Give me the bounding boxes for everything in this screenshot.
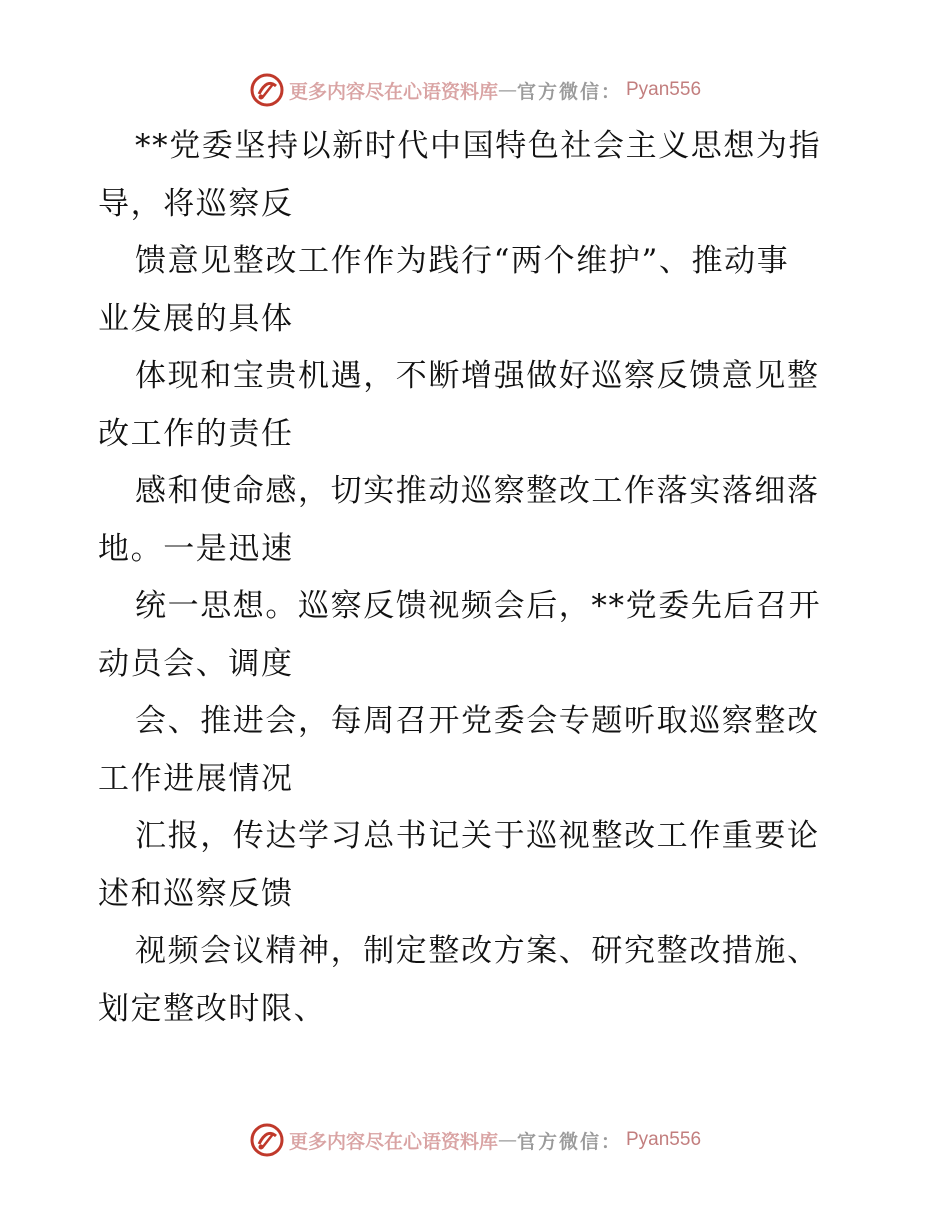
paragraph bbox=[98, 348, 858, 463]
text-line: 汇报，传达学习总书记关于巡视整改工作重要论 bbox=[135, 818, 820, 854]
text-line: 工作进展情况 bbox=[98, 760, 294, 797]
paragraph bbox=[98, 578, 858, 693]
watermark-text: 更多内容尽在心语资料库 bbox=[288, 1130, 498, 1153]
text-line: 导，将巡察反 bbox=[98, 185, 294, 222]
text-line: 改工作的责任 bbox=[98, 415, 294, 452]
text-line: 划定整改时限、 bbox=[98, 990, 327, 1027]
watermark-dash: — bbox=[497, 1129, 517, 1151]
watermark-text: 更多内容尽在心语资料库 bbox=[288, 80, 498, 103]
text-line: 会、推进会，每周召开党委会专题听取巡察整改 bbox=[135, 703, 820, 739]
paragraph bbox=[98, 233, 858, 348]
paragraph bbox=[98, 808, 858, 923]
watermark-wechat-label: 官方微信： bbox=[516, 80, 622, 103]
text-line: 视频会议精神，制定整改方案、研究整改措施、 bbox=[135, 933, 820, 969]
logo-icon bbox=[249, 1122, 285, 1158]
watermark-wechat-id: Pyan556 bbox=[626, 1129, 702, 1150]
paragraph bbox=[98, 118, 858, 233]
document-body bbox=[98, 118, 858, 1038]
watermark-dash: — bbox=[497, 79, 517, 101]
text-line: 动员会、调度 bbox=[98, 645, 294, 682]
watermark-wechat-id: Pyan556 bbox=[626, 79, 702, 100]
text-line: 感和使命感，切实推动巡察整改工作落实落细落 bbox=[135, 473, 820, 509]
text-line: **党委坚持以新时代中国特色社会主义思想为指 bbox=[135, 128, 822, 164]
paragraph bbox=[98, 923, 858, 1038]
paragraph bbox=[98, 463, 858, 578]
footer-watermark bbox=[0, 1118, 950, 1162]
text-line: 统一思想。巡察反馈视频会后，**党委先后召开 bbox=[135, 588, 822, 624]
header-watermark bbox=[0, 68, 950, 112]
text-line: 体现和宝贵机遇，不断增强做好巡察反馈意见整 bbox=[135, 358, 820, 394]
paragraph bbox=[98, 693, 858, 808]
text-line: 地。一是迅速 bbox=[98, 530, 294, 567]
logo-icon bbox=[249, 72, 285, 108]
text-line: 述和巡察反馈 bbox=[98, 875, 294, 912]
text-line: 馈意见整改工作作为践行“两个维护”、推动事 bbox=[135, 243, 790, 279]
watermark-wechat-label: 官方微信： bbox=[516, 1130, 622, 1153]
text-line: 业发展的具体 bbox=[98, 300, 294, 337]
